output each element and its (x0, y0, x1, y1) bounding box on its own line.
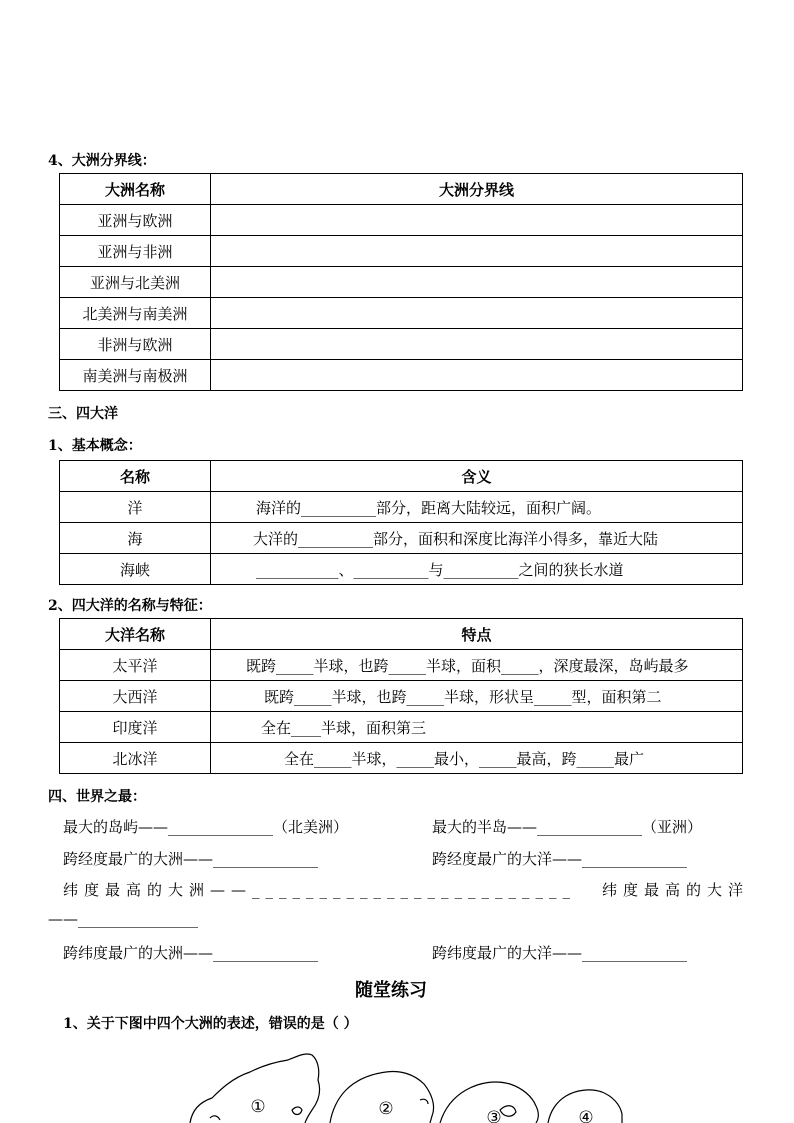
map-label-1: ① (250, 1097, 266, 1117)
record-highest-latitude-continent[interactable]: 纬度最高的大洲——________________________ (63, 881, 577, 899)
table-row (60, 360, 743, 391)
table-row (60, 554, 743, 585)
boundary-table (59, 173, 743, 391)
continent-pair: 北美洲与南美洲 (60, 298, 211, 329)
record-widest-latitude-continent[interactable]: 跨纬度最广的大洲——______________ (63, 944, 319, 962)
continent-pair: 亚洲与北美洲 (60, 267, 211, 298)
ocean-feature[interactable]: 既跨_____半球，也跨_____半球，面积_____，深度最深，岛屿最多 (211, 650, 743, 681)
header-feature: 特点 (211, 619, 743, 650)
continent-pair: 南美洲与南极洲 (60, 360, 211, 391)
header-name: 名称 (60, 461, 211, 492)
continent-pair: 亚洲与欧洲 (60, 205, 211, 236)
record-highest-latitude-ocean: 纬度最高的大洋 (602, 881, 750, 899)
oceans-heading: 三、四大洋 (48, 406, 118, 422)
table-row (60, 650, 743, 681)
features-heading: 2、四大洋的名称与特征： (48, 598, 212, 614)
header-boundary-line: 大洲分界线 (211, 174, 743, 205)
records-heading: 四、世界之最： (48, 789, 146, 805)
record-widest-longitude-continent[interactable]: 跨经度最广的大洲——______________ (63, 850, 319, 868)
ocean-name: 印度洋 (60, 712, 211, 743)
boundary-answer-cell[interactable] (211, 298, 743, 329)
boundary-answer-cell[interactable] (211, 236, 743, 267)
table-row (60, 298, 743, 329)
island-outline (292, 1107, 302, 1115)
concept-name: 海 (60, 523, 211, 554)
island-outline (500, 1106, 516, 1117)
boundary-answer-cell[interactable] (211, 205, 743, 236)
record-highest-latitude-ocean-blank[interactable]: ——________________ (48, 910, 198, 928)
ocean-name: 大西洋 (60, 681, 211, 712)
coast-detail (210, 1116, 220, 1120)
header-meaning: 含义 (211, 461, 743, 492)
ocean-name: 北冰洋 (60, 743, 211, 774)
table-header-row (60, 461, 743, 492)
table-row (60, 492, 743, 523)
concept-name: 洋 (60, 492, 211, 523)
ocean-name: 太平洋 (60, 650, 211, 681)
table-header-row (60, 174, 743, 205)
table-row (60, 523, 743, 554)
table-row (60, 205, 743, 236)
record-widest-longitude-ocean[interactable]: 跨经度最广的大洋——______________ (432, 850, 688, 868)
ocean-feature[interactable]: 全在_____半球，_____最小，_____最高，跨_____最广 (211, 743, 743, 774)
concept-meaning[interactable]: 海洋的__________部分，距离大陆较远，面积广阔。 (211, 492, 743, 523)
practice-title: 随堂练习 (355, 980, 427, 1001)
table-header-row (60, 619, 743, 650)
table-row (60, 743, 743, 774)
map-label-4: ④ (578, 1108, 594, 1123)
continent-pair: 非洲与欧洲 (60, 329, 211, 360)
ocean-feature[interactable]: 全在____半球，面积第三 (211, 712, 743, 743)
map-label-2: ② (378, 1099, 394, 1119)
concept-table (59, 460, 743, 585)
header-ocean-name: 大洋名称 (60, 619, 211, 650)
question-1: 1、关于下图中四个大洲的表述，错误的是（ ） (63, 1016, 358, 1032)
table-row (60, 267, 743, 298)
ocean-feature[interactable]: 既跨_____半球，也跨_____半球，形状呈_____型，面积第二 (211, 681, 743, 712)
boundaries-heading: 4、大洲分界线： (48, 153, 156, 169)
boundary-answer-cell[interactable] (211, 329, 743, 360)
concept-meaning[interactable]: 大洋的__________部分，面积和深度比海洋小得多，靠近大陆 (211, 523, 743, 554)
concept-meaning[interactable]: ___________、__________与__________之间的狭长水道 (211, 554, 743, 585)
coast-detail (420, 1099, 428, 1104)
map-label-3: ③ (486, 1108, 502, 1123)
record-widest-latitude-ocean[interactable]: 跨纬度最广的大洋——______________ (432, 944, 688, 962)
record-largest-island[interactable]: 最大的岛屿——______________（北美洲） (63, 818, 349, 836)
concept-name: 海峡 (60, 554, 211, 585)
table-row (60, 236, 743, 267)
record-largest-peninsula[interactable]: 最大的半岛——______________（亚洲） (432, 818, 703, 836)
table-row (60, 681, 743, 712)
table-row (60, 712, 743, 743)
boundary-answer-cell[interactable] (211, 360, 743, 391)
table-row (60, 329, 743, 360)
feature-table (59, 618, 743, 774)
header-continent-name: 大洲名称 (60, 174, 211, 205)
boundary-answer-cell[interactable] (211, 267, 743, 298)
concepts-heading: 1、基本概念： (48, 438, 142, 454)
continents-map-image (0, 1040, 794, 1123)
continent-pair: 亚洲与非洲 (60, 236, 211, 267)
